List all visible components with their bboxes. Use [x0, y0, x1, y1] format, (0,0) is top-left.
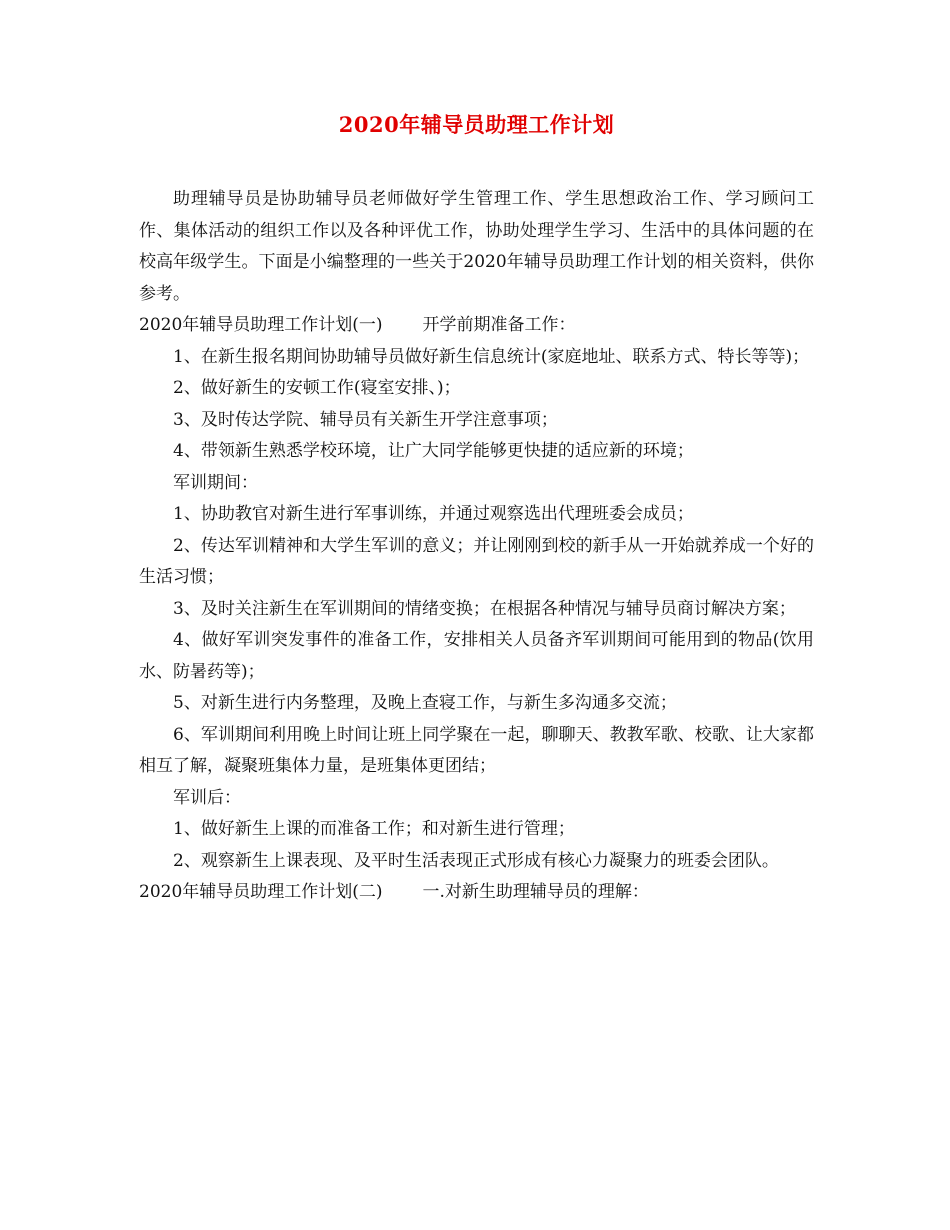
document-title: 2020年辅导员助理工作计划 — [338, 112, 615, 137]
plan1-heading: 2020年辅导员助理工作计划(一) — [139, 315, 383, 335]
prep-item: 2、做好新生的安顿工作(寝室安排、)； — [173, 378, 461, 398]
after-item: 1、做好新生上课的而准备工作；和对新生进行管理； — [173, 819, 575, 839]
training-item: 6、军训期间利用晚上时间让班上同学聚在一起，聊聊天、教教军歌、校歌、让大家都相互了解，凝聚班集体力量，是班集体更团结； — [139, 724, 814, 776]
training-item: 5、对新生进行内务整理，及晚上查寝工作，与新生多沟通多交流； — [173, 693, 677, 713]
training-item: 4、做好军训突发事件的准备工作，安排相关人员备齐军训期间可能用到的物品(饮用水、防暑药等)； — [139, 630, 814, 682]
prep-item: 4、带领新生熟悉学校环境，让广大同学能够更快捷的适应新的环境； — [173, 441, 694, 461]
training-item: 2、传达军训精神和大学生军训的意义；并让刚刚到校的新手从一开始就养成一个好的生活习惯； — [139, 535, 814, 587]
prep-item: 1、在新生报名期间协助辅导员做好新生信息统计(家庭地址、联系方式、特长等等)； — [173, 346, 810, 367]
plan2-heading-line — [139, 877, 814, 909]
prep-item: 3、及时传达学院、辅导员有关新生开学注意事项； — [173, 409, 558, 430]
after-heading: 军训后： — [173, 787, 241, 808]
training-item: 1、协助教官对新生进行军事训练，并通过观察选出代理班委会成员； — [173, 504, 694, 524]
document-body — [139, 184, 814, 909]
plan1-heading-line — [139, 310, 814, 342]
intro-paragraph: 助理辅导员是协助辅导员老师做好学生管理工作、学生思想政治工作、学习顾问工作、集体活动的组织工作以及各种评优工作，协助处理学生学习、生活中的具体问题的在校高年级学生。下面是小编整理的一些关于2020年辅导员助理工作计划的相关资料，供你参考。 — [139, 189, 814, 304]
document-page — [139, 110, 814, 909]
plan2-heading: 2020年辅导员助理工作计划(二) — [139, 882, 383, 902]
plan1-subheading: 开学前期准备工作： — [422, 315, 576, 335]
plan2-subheading: 一.对新生助理辅导员的理解： — [422, 882, 649, 902]
training-heading: 军训期间： — [173, 472, 258, 493]
after-item: 2、观察新生上课表现、及平时生活表现正式形成有核心力凝聚力的班委会团队。 — [173, 850, 779, 871]
training-item: 3、及时关注新生在军训期间的情绪变换；在根据各种情况与辅导员商讨解决方案； — [173, 598, 796, 619]
